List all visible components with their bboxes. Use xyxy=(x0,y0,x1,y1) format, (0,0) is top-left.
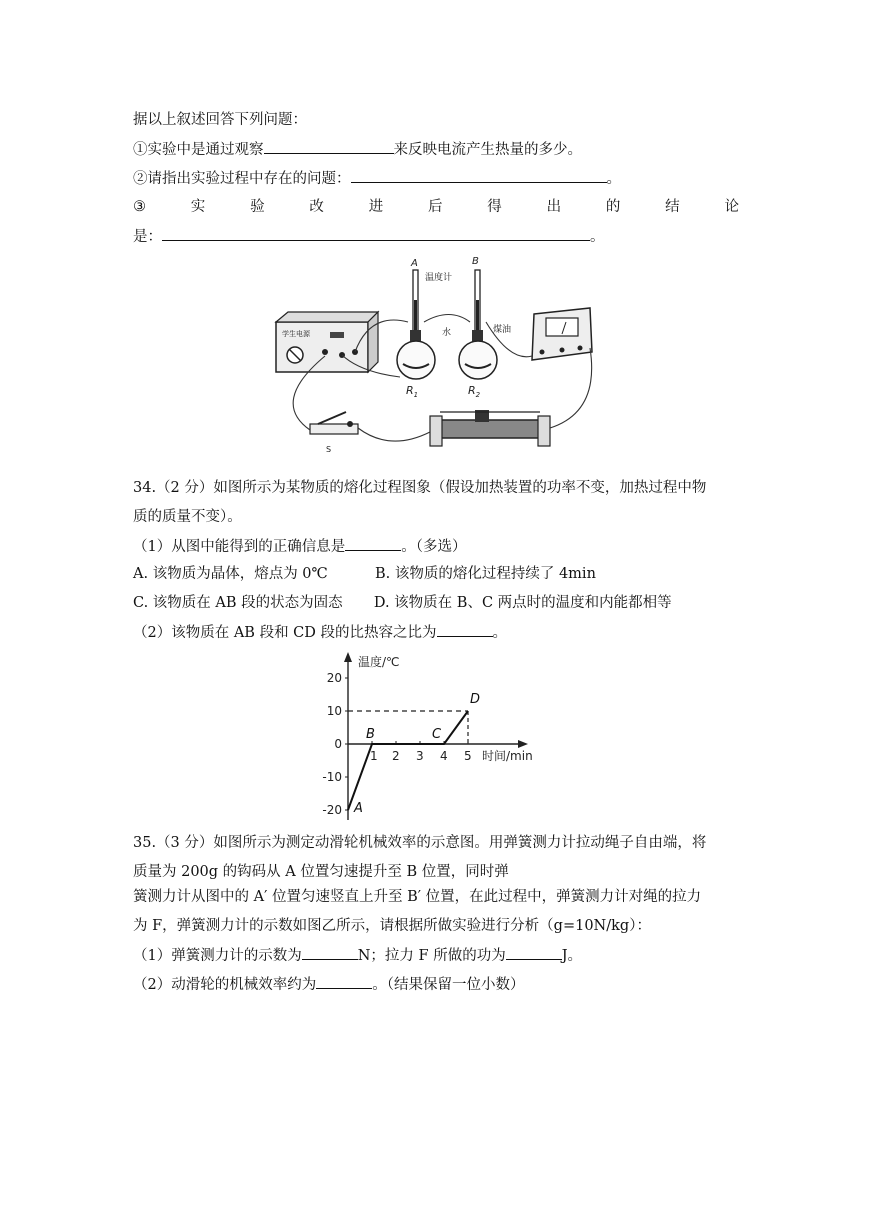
switch-icon xyxy=(310,412,358,454)
circuit-figure xyxy=(270,252,600,467)
answer-blank-q35-efficiency[interactable] xyxy=(316,974,372,989)
rheostat-icon xyxy=(430,410,550,446)
x-axis-arrow xyxy=(518,740,528,748)
answer-blank-q34-2[interactable] xyxy=(437,622,493,637)
answer-blank-problem[interactable] xyxy=(351,168,607,183)
q35-line2: 质量为 200g 的钩码从 A 位置匀速提升至 B 位置，同时弹 xyxy=(133,864,509,880)
point-label-d: D xyxy=(470,692,481,707)
option-c[interactable]: C. 该物质在 AB 段的状态为固态 xyxy=(133,595,343,611)
label-a: A xyxy=(411,258,418,269)
ammeter-icon xyxy=(532,308,592,360)
melting-curve xyxy=(348,711,468,810)
label-b: B xyxy=(472,256,479,267)
intro-text: 据以上叙述回答下列问题： xyxy=(133,112,307,128)
point-label-b: B xyxy=(366,727,375,742)
x-tick-label: 2 xyxy=(392,749,400,763)
question-conclusion: 是： 。 xyxy=(133,226,605,247)
melting-chart xyxy=(318,648,558,826)
answer-blank-q35-work[interactable] xyxy=(506,945,562,960)
q35-line3: 簧测力计从图中的 A′ 位置匀速竖直上升至 B′ 位置，在此过程中，弹簧测力计对绳的拉力 xyxy=(133,889,702,905)
x-tick-label: 5 xyxy=(464,749,472,763)
supply-label: 学生电源 xyxy=(282,330,310,338)
label-r1: $R_1$ xyxy=(406,384,419,399)
answer-blank-q35-force[interactable] xyxy=(302,945,358,960)
thermometer-a-icon xyxy=(413,270,418,340)
y-tick-label: 20 xyxy=(326,671,342,685)
q35-line4: 为 F，弹簧测力计的示数如图乙所示，请根据所做实验进行分析（g=10N/kg）： xyxy=(133,918,651,934)
label-water: 水 xyxy=(442,328,452,338)
option-a[interactable]: A. 该物质为晶体，熔点为 0℃ xyxy=(133,566,328,582)
flask-kerosene-icon xyxy=(459,330,497,379)
question-problem: ②请指出实验过程中存在的问题： 。 xyxy=(133,168,621,189)
x-tick-label: 1 xyxy=(370,749,378,763)
y-tick-label: -10 xyxy=(322,770,342,784)
y-tick-label: 10 xyxy=(326,704,342,718)
x-tick-label: 3 xyxy=(416,749,424,763)
q35-sub1: （1）弹簧测力计的示数为 N；拉力 F 所做的功为 J。 xyxy=(133,945,582,966)
thermometer-b-icon xyxy=(475,270,480,340)
q34-options-ab xyxy=(133,564,596,584)
answer-blank-conclusion[interactable] xyxy=(162,226,590,241)
label-thermometer: 温度计 xyxy=(425,273,453,283)
label-r2: $R_2$ xyxy=(468,384,481,399)
option-b[interactable]: B. 该物质的熔化过程持续了 4min xyxy=(374,566,596,582)
y-tick-label: -20 xyxy=(322,803,342,817)
question-conclusion-spread: ③ 实 验 改 进 后 得 出 的 结 论 xyxy=(133,199,739,215)
q34-sub2: （2）该物质在 AB 段和 CD 段的比热容之比为 。 xyxy=(133,622,507,643)
answer-blank-observe[interactable] xyxy=(264,139,394,154)
point-label-a: A xyxy=(354,801,363,816)
answer-blank-q34-1[interactable] xyxy=(345,536,401,551)
q34-options-cd xyxy=(133,593,672,613)
q34-line1: 34.（2 分）如图所示为某物质的熔化过程图象（假设加热装置的功率不变，加热过程中物 xyxy=(133,480,707,496)
question-observe: ①实验中是通过观察 来反映电流产生热量的多少。 xyxy=(133,139,582,160)
q34-line2: 质的质量不变）。 xyxy=(133,509,242,525)
y-axis-label: 温度/℃ xyxy=(358,655,400,669)
q35-sub2: （2）动滑轮的机械效率约为 。（结果保留一位小数） xyxy=(133,974,524,995)
option-d[interactable]: D. 该物质在 B、C 两点时的温度和内能都相等 xyxy=(373,595,672,611)
flask-water-icon xyxy=(397,330,435,379)
q34-sub1: （1）从图中能得到的正确信息是 。（多选） xyxy=(133,536,466,557)
q35-line1: 35.（3 分）如图所示为测定动滑轮机械效率的示意图。用弹簧测力计拉动绳子自由端，将 xyxy=(133,835,707,851)
x-axis-label: 时间/min xyxy=(482,749,533,763)
y-tick-label: 0 xyxy=(334,737,342,751)
y-axis-arrow xyxy=(344,652,352,662)
point-label-c: C xyxy=(432,727,442,742)
label-switch: S xyxy=(326,445,332,454)
power-supply-icon xyxy=(276,312,378,372)
label-kerosene: 煤油 xyxy=(493,325,512,335)
x-tick-label: 4 xyxy=(440,749,448,763)
